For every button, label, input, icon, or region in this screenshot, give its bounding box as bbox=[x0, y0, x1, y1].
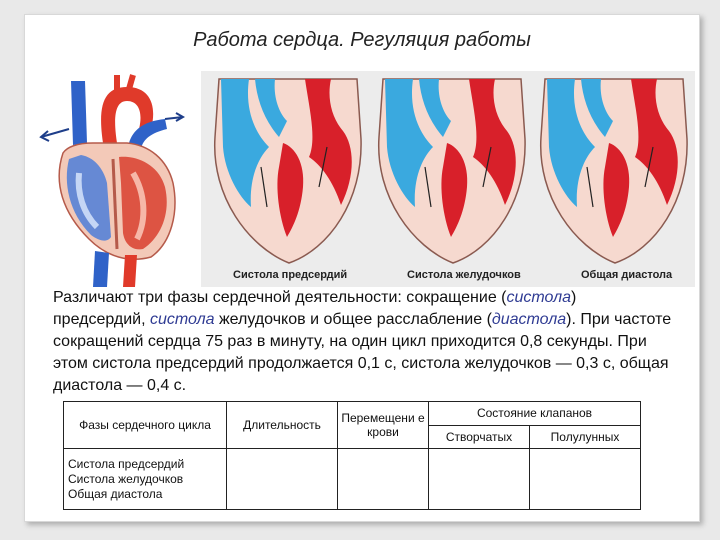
paragraph-part: желудочков и общее расслабление ( bbox=[214, 311, 492, 328]
paragraph-part: ). При частоте сокращений сердца 75 раз в минуту, на один цикл приходится 0,8 секунды. При этом систола предсердий продолжается 0,1 с, систола желудочков — 0,3 с, общая диастола — 0,4 с. bbox=[53, 311, 672, 394]
term-systole: систола bbox=[506, 289, 571, 306]
vena-cava-top bbox=[71, 81, 87, 145]
header-phases: Фазы сердечного цикла bbox=[64, 402, 227, 449]
phase-diagram-1 bbox=[215, 79, 361, 263]
descending-aorta bbox=[123, 255, 137, 287]
paragraph-part: Различают три фазы сердечной деятельности: сокращение ( bbox=[53, 289, 507, 306]
phase-list-cell bbox=[64, 449, 227, 510]
inferior-vena-cava bbox=[93, 251, 109, 287]
duration-cell bbox=[227, 449, 338, 510]
phase-diagram-2 bbox=[379, 79, 525, 263]
paragraph-part: ) предсердий, bbox=[53, 289, 577, 328]
header-semilunar-valves: Полулунных bbox=[530, 425, 641, 449]
term-systole: систола bbox=[149, 311, 215, 328]
cardiac-phase-table bbox=[63, 401, 641, 510]
phase-diagram-3 bbox=[541, 79, 687, 263]
cardiac-cycle-paragraph bbox=[53, 287, 673, 397]
phase-label-ventricular-systole: Систола желудочков bbox=[407, 269, 521, 281]
header-duration: Длительность bbox=[227, 402, 338, 449]
phase-label-atrial-systole: Систола предсердий bbox=[233, 269, 348, 281]
phase-diagrams bbox=[201, 71, 695, 287]
phase-row-label: Общая диастола bbox=[68, 486, 163, 501]
slide-title: Работа сердца. Регуляция работы bbox=[193, 29, 531, 51]
blood-cell bbox=[338, 449, 429, 510]
heart-illustration bbox=[33, 73, 185, 287]
semilunar-cell bbox=[530, 449, 641, 510]
cardiac-phase-figure bbox=[201, 71, 695, 287]
leaflet-cell bbox=[429, 449, 530, 510]
phase-row-label: Систола предсердий bbox=[68, 456, 185, 471]
slide bbox=[24, 14, 700, 522]
header-leaflet-valves: Створчатых bbox=[429, 425, 530, 449]
header-blood-movement: Перемещени е крови bbox=[338, 402, 429, 449]
phase-row-label: Систола желудочков bbox=[68, 471, 184, 486]
header-valves: Состояние клапанов bbox=[429, 402, 641, 426]
term-diastole: диастола bbox=[491, 311, 567, 328]
phase-label-diastole: Общая диастола bbox=[581, 269, 673, 281]
table-row bbox=[64, 449, 641, 510]
